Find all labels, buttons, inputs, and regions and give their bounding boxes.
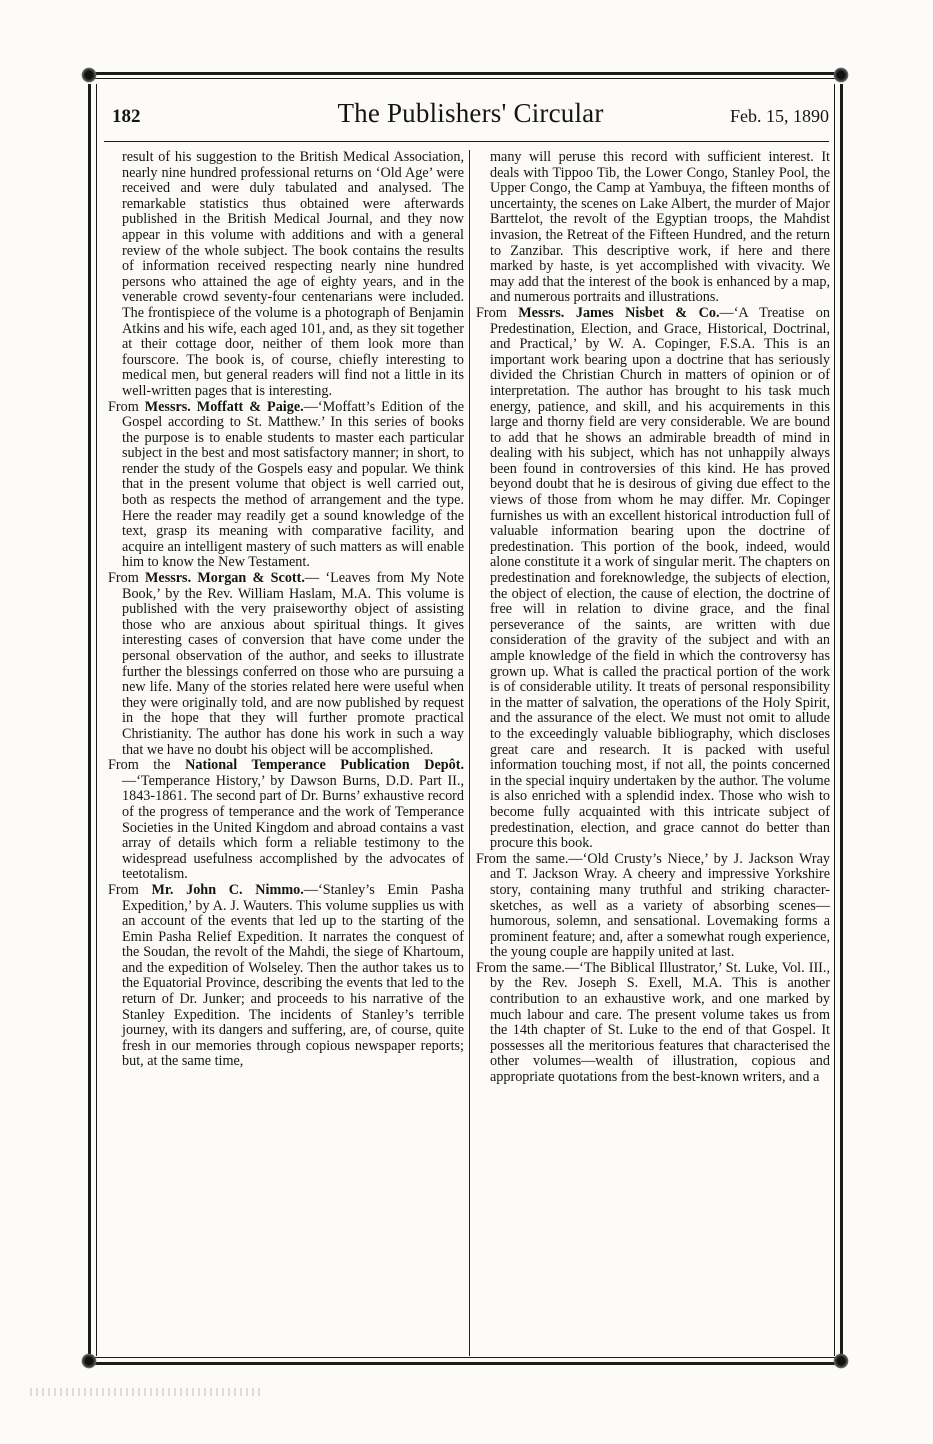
entry-text: —‘Moffatt’s Edition of the Gospel according to St. Matthew.’ In this series of books the purpose is to enable students to master each particular subject in the best and most satisfactory manner; in short, to render the study of the Gospels easy and popular. We think that in the present volume that object is well carried out, both as respects the method of arrangement and the type. Here the reader may readily get a sound knowledge of the text, grasp its meaning with comparative facility, and acquire an intelligent mastery of such matters as will enable him to know the New Testament.	[122, 398, 465, 571]
entry-text: —‘Stanley’s Emin Pasha Expedition,’ by A. J. Wauters. This volume supplies us with an account of the events that led up to the starting of the Emin Pasha Relief Expedition. It narrates the conquest of the Soudan, the revolt of the Mahdi, the siege of Khartoum, and the expedition of Wolseley. Then the author takes us to the Equatorial Province, describing the events that led to the return of Dr. Junker; and proceeds to his narrative of the Stanley Expedition. The incidents of Stanley’s terrible journey, with its dangers and suffering, are, of course, quite fresh in our memories through copious newspaper reports; but, at the same time,	[122, 881, 464, 1070]
review-entry	[108, 758, 464, 883]
continued-paragraph	[108, 150, 464, 400]
corner-ornament-bottom-left	[80, 1352, 98, 1370]
entry-lead: From the	[108, 757, 186, 774]
entry-text: many will peruse this record with sufficient interest. It deals with Tippoo Tib, the Lower Congo, Stanley Pool, the Upper Congo, the Camp at Yambuya, the fifteen months of uncertainty, the scenes on Lake Albert, the murder of Major Barttelot, the revolt of the Egyptian troops, the Mahdist invasion, the Retreat of the Fifteen Hundred, and the return to Zanzibar. This descriptive work, if here and there marked by haste, is yet accomplished with vivacity. We may add that the interest of the book is enhanced by a map, and numerous portraits and illustrations.	[490, 149, 830, 306]
corner-ornament-top-right	[832, 66, 850, 84]
right-border-thick	[840, 84, 843, 1356]
entry-text: — ‘Leaves from My Note Book,’ by the Rev. William Haslam, M.A. This volume is published with the very praiseworthy object of assisting those who are anxious about spiritual things. It gives interesting cases of conversion that have come under the personal observation of the author, and seeks to illustrate further the blessings conferred on those who are pursuing a new life. Many of the stories related here were useful when they were originally told, and are now published by request in the hope that they will further promote practical Christianity. The author has done his work in such a way that we have no doubt his object will be accomplished.	[122, 570, 464, 758]
bottom-border-thick	[94, 1362, 837, 1365]
right-column	[476, 150, 830, 1086]
publisher-name: Messrs. James Nisbet & Co.	[518, 304, 720, 321]
continued-paragraph	[476, 150, 830, 306]
scan-speckle	[30, 1388, 260, 1396]
review-entry	[476, 961, 830, 1086]
publisher-name: Messrs. Morgan & Scott.	[145, 570, 305, 587]
entry-text: —‘Temperance History,’ by Dawson Burns, D.D. Part II., 1843-1861. The second part of Dr. Burns’ exhaustive record of the progress of temperance and the work of Temperance Societies in the United Kingdom and abroad contains a vast array of details which form a reliable testimony to the widespread usefulness accomplished by the advocates of teetotalism.	[122, 772, 464, 883]
publisher-name: Mr. John C. Nimmo.	[151, 881, 304, 898]
review-entry	[476, 852, 830, 961]
right-border-thin	[834, 84, 835, 1356]
entry-lead: From	[108, 398, 145, 415]
corner-ornament-bottom-right	[832, 1352, 850, 1370]
publisher-name: Messrs. Moffatt & Paige.	[144, 398, 304, 415]
corner-ornament-top-left	[80, 66, 98, 84]
left-column	[108, 150, 464, 1070]
entry-text: result of his suggestion to the British Medical Association, nearly nine hundred professional returns on ‘Old Age’ were received and were duly tabulated and analysed. The remarkable statistics thus obtained were afterwards published in the British Medical Journal, and they now appear in this volume with additions and with a general review of the whole subject. The book contains the results of information received respecting nearly nine hundred persons who attained the age of eighty years, and in the venerable crowd seventy-four centenarians were included. The frontispiece of the volume is a photograph of Benjamin Atkins and his wife, each aged 101, and, as they sit together at their cottage door, neither of them look more than fourscore. The book is, of course, chiefly interesting to medical men, but general readers will find not a little in its well-written pages that is interesting.	[122, 149, 464, 399]
page-header	[112, 98, 829, 132]
publisher-name: National Temperance Publication Depôt.	[185, 757, 465, 774]
review-entry	[108, 883, 464, 1070]
header-rule	[104, 141, 829, 142]
entry-text: From the same.—‘The Biblical Illustrator,’ St. Luke, Vol. III., by the Rev. Joseph S. Exell, M.A. This is another contribution to an exhaustive work, and one marked by much labour and care. The present volume takes us from the 14th chapter of St. Luke to the end of that Gospel. It possesses all the meritorious features that characterised the other volumes—wealth of illustration, copious and appropriate quotations from the best-known writers, and a	[476, 959, 830, 1086]
issue-date: Feb. 15, 1890	[730, 106, 829, 126]
entry-lead: From	[476, 304, 519, 321]
top-border-thick	[94, 72, 837, 75]
journal-title: The Publishers' Circular	[337, 98, 604, 128]
top-border-thin	[94, 78, 837, 79]
left-border-thin	[96, 84, 97, 1356]
left-border-thick	[88, 84, 91, 1356]
review-entry	[108, 400, 464, 572]
entry-lead: From	[108, 881, 152, 898]
page-number: 182	[112, 106, 141, 127]
column-separator	[469, 150, 470, 1356]
entry-lead: From	[108, 570, 146, 587]
entry-text: From the same.—‘Old Crusty’s Niece,’ by J. Jackson Wray and T. Jackson Wray. A cheery and impressive Yorkshire story, containing many truthful and striking character-sketches, as well as a variety of absorbing scenes—humorous, solemn, and sensational. Lovemaking forms a prominent feature; and, after a somewhat rough experience, the young couple are happily united at last.	[476, 850, 830, 961]
review-entry	[108, 571, 464, 758]
entry-text: —‘A Treatise on Predestination, Election, and Grace, Historical, Doctrinal, and Practical,’ by W. A. Copinger, F.S.A. This is an important work bearing upon a doctrine that has seriously divided the Christian Church in matters of opinion or of interpretation. The author has brought to his task much energy, patience, and skill, and his acquirements in this large and thorny field are very considerable. We are bound to add that he shows an admirable breadth of mind in dealing with his subject, which has not unhappily always been found in controversies of this kind. He has proved beyond doubt that he is desirous of giving due effect to the views of those from whom he may differ. Mr. Copinger furnishes us with an excellent historical introduction full of valuable information bearing upon the doctrine of predestination. This portion of the book, indeed, would alone constitute it a work of singular merit. The chapters on predestination and foreknowledge, the subjects of election, the object of election, the cause of election, the doctrine of free will in relation to divine grace, and the final perseverance of the saints, are written with due consideration of the gravity of the subject and with an ample knowledge of the field in which the controversy has grown up. What is called the practical portion of the work is of considerable utility. It treats of personal responsibility in the matter of salvation, the operations of the Holy Spirit, and the assurance of the elect. We must not omit to allude to the exceedingly valuable bibliography, which discloses great care and research. It is packed with useful information touching most, if not all, the points concerned in the special inquiry undertaken by the author. The volume is also enriched with a splendid index. Those who wish to become fully acquainted with this intricate subject of predestination, election, and grace cannot do better than procure this book.	[490, 304, 830, 852]
bottom-border-thin	[94, 1357, 837, 1358]
review-entry	[476, 306, 830, 852]
